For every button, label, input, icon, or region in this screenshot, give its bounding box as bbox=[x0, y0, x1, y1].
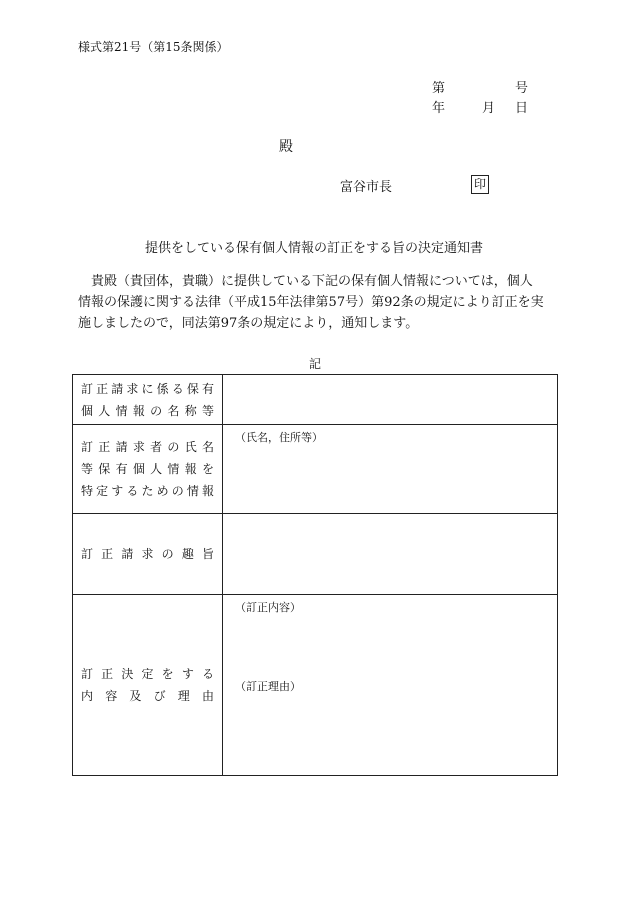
correction-reason-note: （訂正理由） bbox=[235, 680, 301, 693]
document-number-row bbox=[432, 77, 532, 97]
addressee-honorific: 殿 bbox=[279, 139, 293, 155]
correction-content-note: （訂正内容） bbox=[235, 601, 301, 614]
body-line: 情報の保護に関する法律（平成15年法律第57号）第92条の規定により訂正を実 bbox=[78, 295, 544, 310]
details-table bbox=[72, 374, 558, 776]
table-row bbox=[73, 425, 558, 514]
row-label-request-purpose: 訂正請求の趣旨 bbox=[73, 514, 223, 595]
number-prefix: 第 bbox=[432, 81, 446, 96]
row-value-request-purpose bbox=[223, 514, 558, 595]
date-day: 日 bbox=[515, 101, 529, 116]
table-row bbox=[73, 514, 558, 595]
requester-note: （氏名，住所等） bbox=[235, 431, 323, 444]
document-number-date-block bbox=[432, 77, 532, 117]
row-value-info-name bbox=[223, 375, 558, 425]
date-year: 年 bbox=[432, 101, 446, 116]
issuer-name: 富谷市長 bbox=[340, 180, 393, 195]
row-label-info-name: 訂正請求に係る保有 個人情報の名称等 bbox=[73, 375, 223, 425]
document-title: 提供をしている保有個人情報の訂正をする旨の決定通知書 bbox=[145, 241, 484, 256]
body-line: 施しましたので，同法第97条の規定により，通知します。 bbox=[78, 316, 419, 331]
note-heading: 記 bbox=[309, 357, 322, 371]
table-row bbox=[73, 375, 558, 425]
number-suffix: 号 bbox=[515, 81, 529, 96]
body-line: 貴殿（貴団体，貴職）に提供している下記の保有個人情報については，個人 bbox=[78, 274, 533, 289]
seal-stamp: 印 bbox=[471, 175, 489, 194]
row-value-decision bbox=[223, 595, 558, 776]
form-number: 様式第21号（第15条関係） bbox=[78, 40, 229, 54]
table-row bbox=[73, 595, 558, 776]
row-value-requester-info bbox=[223, 425, 558, 514]
date-row bbox=[432, 97, 532, 117]
date-month: 月 bbox=[482, 101, 496, 116]
row-label-decision: 訂正決定をする 内容及び理由 bbox=[73, 595, 223, 776]
body-paragraph bbox=[78, 271, 566, 334]
row-label-requester-info: 訂正請求者の氏名 等保有個人情報を 特定するための情報 bbox=[73, 425, 223, 514]
